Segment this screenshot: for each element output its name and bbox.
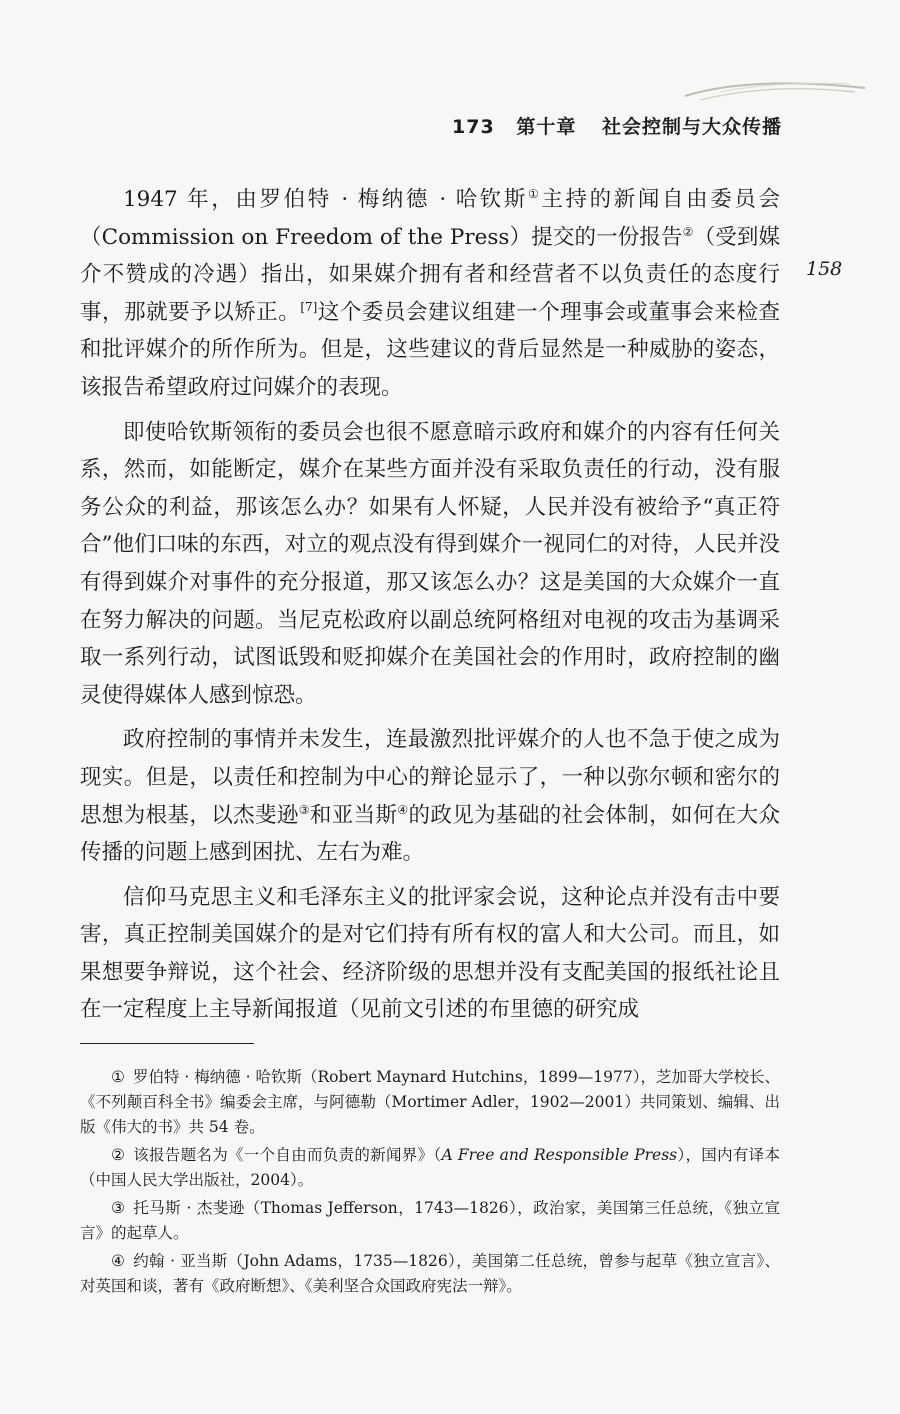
footnote-3 <box>80 1196 780 1246</box>
footnote-mark-4: ④ <box>111 1252 126 1270</box>
footnote-ref-1[interactable]: ① <box>528 186 542 201</box>
paragraph-3-text-b: 和亚当斯 <box>309 802 398 828</box>
running-header <box>452 112 782 139</box>
paragraph-1-text-b: 主持的新闻自由委员会（Commission on Freedom of the Press）提交的一份报告 <box>80 187 780 250</box>
header-title: 社会控制与大众传播 <box>601 116 782 138</box>
footnote-1-text: 罗伯特 · 梅纳德 · 哈钦斯（Robert Maynard Hutchins，1899—1977），芝加哥大学校长、《不列颠百科全书》编委会主席，与阿德勒（Mortimer Adler，1902—2001）共同策划、编辑、出版《伟大的书》共 54 卷。 <box>80 1068 780 1136</box>
header-chapter: 第十章 <box>516 116 577 138</box>
paragraph-3-text-a: 政府控制的事情并未发生，连最激烈批评媒介的人也不急于使之成为现实。但是，以责任和控制为中心的辩论显示了，一种以弥尔顿和密尔的思想为根基，以杰斐逊 <box>80 727 780 828</box>
paragraph-3-text-c: 的政见为基础的社会体制，如何在大众传播的问题上感到困扰、左右为难。 <box>80 802 780 866</box>
paragraph-1-text-a: 1947 年，由罗伯特 · 梅纳德 · 哈钦斯 <box>123 187 529 212</box>
margin-page-number: 158 <box>806 258 843 280</box>
footnote-mark-2: ② <box>111 1146 126 1164</box>
footnote-mark-3: ③ <box>111 1199 126 1217</box>
footnote-2-book-title: A Free and Responsible Press <box>441 1146 678 1164</box>
footnote-ref-3[interactable]: ③ <box>298 802 310 817</box>
paragraph-3 <box>80 721 780 871</box>
footnotes <box>80 1065 780 1302</box>
paragraph-1 <box>80 181 780 407</box>
footnote-1 <box>80 1065 780 1140</box>
footnote-4 <box>80 1249 780 1299</box>
footnote-divider <box>80 1043 254 1044</box>
footnote-ref-4[interactable]: ④ <box>397 802 409 817</box>
footnote-3-text: 托马斯 · 杰斐逊（Thomas Jefferson，1743—1826），政治家，美国第三任总统，《独立宣言》的起草人。 <box>80 1199 780 1242</box>
citation-ref-7[interactable]: [7] <box>300 299 318 314</box>
header-page-number: 173 <box>452 116 495 138</box>
paragraph-2: 即使哈钦斯领衔的委员会也很不愿意暗示政府和媒介的内容有任何关系，然而，如能断定，媒介在某些方面并没有采取负责任的行动，没有服务公众的利益，那该怎么办？如果有人怀疑，人民并没有被给予“真正符合”他们口味的东西，对立的观点没有得到媒介一视同仁的对待，人民并没有得到媒介对事件的充分报道，那又该怎么办？这是美国的大众媒介一直在努力解决的问题。当尼克松政府以副总统阿格纽对电视的攻击为基调采取一系列行动，试图诋毁和贬抑媒介在美国社会的作用时，政府控制的幽灵使得媒体人感到惊恐。 <box>80 419 780 708</box>
paragraph-1-text-d: 这个委员会建议组建一个理事会或董事会来检查和批评媒介的所作所为。但是，这些建议的背后显然是一种威胁的姿态，该报告希望政府过问媒介的表现。 <box>80 299 780 400</box>
footnote-ref-2[interactable]: ② <box>682 224 694 239</box>
body-text <box>80 181 780 1036</box>
paragraph-1-text-c: （受到媒介不赞成的冷遇）指出，如果媒介拥有者和经营者不以负责任的态度行事，那就要予以矫正。 <box>80 224 780 325</box>
paragraph-4: 信仰马克思主义和毛泽东主义的批评家会说，这种论点并没有击中要害，真正控制美国媒介的是对它们持有所有权的富人和大公司。而且，如果想要争辩说，这个社会、经济阶级的思想并没有支配美国的报纸社论且在一定程度上主导新闻报道（见前文引述的布里德的研究成 <box>80 884 780 1023</box>
footnote-4-text: 约翰 · 亚当斯（John Adams，1735—1826），美国第二任总统，曾参与起草《独立宣言》、对英国和谈，著有《政府断想》、《美利坚合众国政府宪法一辩》。 <box>80 1252 781 1295</box>
footnote-2 <box>80 1143 780 1193</box>
footnote-mark-1: ① <box>111 1068 125 1086</box>
footnote-2-text-a: 该报告题名为《一个自由而负责的新闻界》（ <box>133 1146 442 1164</box>
decorative-swoosh-icon <box>680 70 870 110</box>
footnote-2-text-b: ），国内有译本（中国人民大学出版社，2004）。 <box>80 1146 780 1189</box>
